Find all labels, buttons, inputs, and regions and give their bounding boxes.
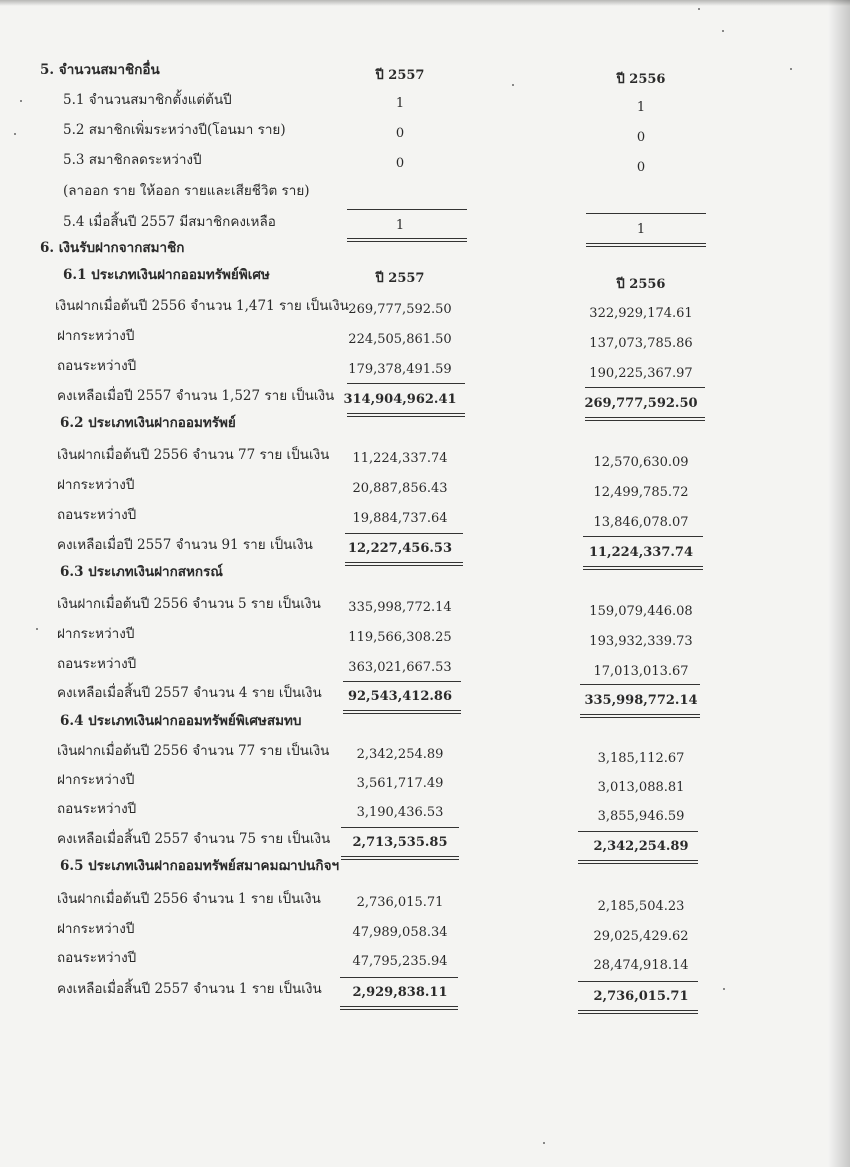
group-title: 6.5 ประเภทเงินฝากออมทรัพย์สมาคมฌาปนกิจฯ <box>60 858 340 874</box>
group-title: 6.3 ประเภทเงินฝากสหกรณ์ <box>60 564 223 580</box>
group-6-1-header <box>0 265 850 292</box>
row-value-b: 3,185,112.67 <box>597 751 685 766</box>
row-value-b: 159,079,446.08 <box>589 604 693 619</box>
group-6-5-double-rule-a <box>340 1006 458 1010</box>
row-label: คงเหลือเมื่อสิ้นปี 2557 จำนวน 75 ราย เป็นเงิน <box>57 831 331 847</box>
group-6-5-row-1 <box>0 889 850 913</box>
group-6-3-row-4 <box>0 683 850 707</box>
row-value-b: 1 <box>636 100 646 115</box>
row-label: ถอนระหว่างปี <box>57 358 137 374</box>
row-value-b: 3,013,088.81 <box>597 780 685 795</box>
scan-speck <box>14 133 16 135</box>
row-label: ถอนระหว่างปี <box>57 950 137 966</box>
row-value-b: 190,225,367.97 <box>589 366 693 381</box>
scan-speck <box>698 8 700 10</box>
row-value-a: 3,190,436.53 <box>356 805 444 820</box>
row-value-b: 1 <box>636 222 646 237</box>
group-6-3-row-3 <box>0 654 850 678</box>
section5-total-rule-a <box>347 209 467 210</box>
scan-speck <box>36 628 38 630</box>
row-value-b: 13,846,078.07 <box>593 515 689 530</box>
row-value-a: 3,561,717.49 <box>356 776 444 791</box>
row-label: 5.1 จำนวนสมาชิกตั้งแต่ต้นปี <box>63 92 232 108</box>
group-6-3-row-2 <box>0 624 850 648</box>
row-total-a: 92,543,412.86 <box>347 689 453 704</box>
row-total-b: 2,342,254.89 <box>593 839 689 854</box>
row-value-a: 224,505,861.50 <box>348 332 452 347</box>
section5-title: 5. จำนวนสมาชิกอื่น <box>40 62 160 78</box>
row-total-b: 269,777,592.50 <box>584 396 698 411</box>
row-label: 5.3 สมาชิกลดระหว่างปี <box>63 152 202 168</box>
scan-speck <box>723 988 725 990</box>
scan-speck <box>543 1142 545 1144</box>
row-value-a: 47,989,058.34 <box>352 925 448 940</box>
group-6-4-row-1 <box>0 741 850 765</box>
group-title: 6.4 ประเภทเงินฝากออมทรัพย์พิเศษสมทบ <box>60 713 302 729</box>
section5-year-b: ปี 2556 <box>616 72 666 87</box>
row-value-b: 193,932,339.73 <box>589 634 693 649</box>
row-label: เงินฝากเมื่อต้นปี 2556 จำนวน 1 ราย เป็นเงิน <box>57 891 321 907</box>
group-6-3-row-1 <box>0 594 850 618</box>
group-6-5-row-2 <box>0 919 850 943</box>
group-6-1-row-3 <box>0 356 850 380</box>
row-label: คงเหลือเมื่อสิ้นปี 2557 จำนวน 1 ราย เป็นเงิน <box>57 981 322 997</box>
section5-row-1 <box>0 90 850 114</box>
group-6-2-row-3 <box>0 505 850 529</box>
row-total-b: 11,224,337.74 <box>588 545 694 560</box>
section5-header-row <box>0 60 850 87</box>
row-value-a: 179,378,491.59 <box>348 362 452 377</box>
row-value-a: 1 <box>395 96 405 111</box>
row-value-a: 119,566,308.25 <box>348 630 452 645</box>
group-6-5-row-3 <box>0 948 850 972</box>
section5-row-5 <box>0 212 850 236</box>
group-title: 6.1 ประเภทเงินฝากออมทรัพย์พิเศษ <box>63 267 270 283</box>
group-6-2-row-1 <box>0 445 850 469</box>
scan-speck <box>20 100 22 102</box>
group-6-5-header <box>0 856 850 880</box>
group-6-5-double-rule-b <box>578 1010 698 1014</box>
row-total-a: 2,713,535.85 <box>352 835 448 850</box>
group-6-2-rule-a <box>345 533 463 534</box>
row-label: เงินฝากเมื่อต้นปี 2556 จำนวน 1,471 ราย เป็นเงิน <box>55 298 349 314</box>
group-6-1-row-1 <box>0 296 850 320</box>
row-label: คงเหลือเมื่อปี 2557 จำนวน 91 ราย เป็นเงิน <box>57 537 313 553</box>
row-value-b: 29,025,429.62 <box>593 929 689 944</box>
row-value-b: 3,855,946.59 <box>597 809 685 824</box>
scan-speck <box>512 84 514 86</box>
row-label: คงเหลือเมื่อปี 2557 จำนวน 1,527 ราย เป็นเงิน <box>57 388 335 404</box>
row-label: คงเหลือเมื่อสิ้นปี 2557 จำนวน 4 ราย เป็นเงิน <box>57 685 322 701</box>
group-6-2-row-2 <box>0 475 850 499</box>
group-6-2-header <box>0 413 850 437</box>
row-label: ฝากระหว่างปี <box>57 328 135 344</box>
year-b: ปี 2556 <box>616 277 666 292</box>
group-6-4-header <box>0 711 850 735</box>
row-total-a: 12,227,456.53 <box>347 541 453 556</box>
row-value-a: 1 <box>395 218 405 233</box>
group-6-1-row-4 <box>0 386 850 410</box>
section6-header-row <box>0 238 850 262</box>
scan-top-shadow <box>0 0 850 6</box>
row-value-a: 11,224,337.74 <box>352 451 448 466</box>
row-label: ถอนระหว่างปี <box>57 656 137 672</box>
scan-speck <box>790 68 792 70</box>
row-value-a: 2,342,254.89 <box>356 747 444 762</box>
row-value-a: 2,736,015.71 <box>356 895 444 910</box>
group-6-1-row-2 <box>0 326 850 350</box>
group-6-4-row-3 <box>0 799 850 823</box>
section6-title: 6. เงินรับฝากจากสมาชิก <box>40 240 185 256</box>
row-value-a: 0 <box>395 156 405 171</box>
row-value-b: 12,570,630.09 <box>593 455 689 470</box>
group-6-2-row-4 <box>0 535 850 559</box>
row-total-a: 2,929,838.11 <box>352 985 448 1000</box>
row-value-a: 269,777,592.50 <box>348 302 452 317</box>
row-value-a: 363,021,667.53 <box>348 660 452 675</box>
scan-speck <box>722 30 724 32</box>
row-value-b: 137,073,785.86 <box>589 336 693 351</box>
row-label: (ลาออก ราย ให้ออก รายและเสียชีวิต ราย) <box>63 183 310 199</box>
group-6-4-row-4 <box>0 829 850 853</box>
row-total-b: 2,736,015.71 <box>593 989 689 1004</box>
section5-year-a: ปี 2557 <box>375 68 425 83</box>
row-label: ฝากระหว่างปี <box>57 477 135 493</box>
row-label: เงินฝากเมื่อต้นปี 2556 จำนวน 77 ราย เป็นเงิน <box>57 447 330 463</box>
group-6-3-rule-a <box>343 681 461 682</box>
section5-row-2 <box>0 120 850 144</box>
row-value-b: 0 <box>636 130 646 145</box>
row-label: เงินฝากเมื่อต้นปี 2556 จำนวน 5 ราย เป็นเงิน <box>57 596 321 612</box>
row-value-a: 20,887,856.43 <box>352 481 448 496</box>
row-label: ฝากระหว่างปี <box>57 626 135 642</box>
year-a: ปี 2557 <box>375 271 425 286</box>
row-value-b: 17,013,013.67 <box>593 664 689 679</box>
row-label: เงินฝากเมื่อต้นปี 2556 จำนวน 77 ราย เป็นเงิน <box>57 743 330 759</box>
group-6-5-row-4 <box>0 979 850 1003</box>
row-value-a: 0 <box>395 126 405 141</box>
row-value-a: 335,998,772.14 <box>348 600 452 615</box>
row-value-b: 2,185,504.23 <box>597 899 685 914</box>
group-6-3-header <box>0 562 850 586</box>
row-value-b: 322,929,174.61 <box>589 306 693 321</box>
row-label: 5.2 สมาชิกเพิ่มระหว่างปี(โอนมา ราย) <box>63 122 286 138</box>
group-6-5-rule-a <box>340 977 458 978</box>
group-6-4-row-2 <box>0 770 850 794</box>
section5-row-3 <box>0 150 850 174</box>
section5-row-4 <box>0 181 850 205</box>
group-6-1-rule-a <box>347 383 465 384</box>
row-label: ถอนระหว่างปี <box>57 801 137 817</box>
group-6-4-rule-a <box>341 827 459 828</box>
row-total-b: 335,998,772.14 <box>584 693 698 708</box>
row-value-b: 12,499,785.72 <box>593 485 689 500</box>
row-label: ฝากระหว่างปี <box>57 921 135 937</box>
group-title: 6.2 ประเภทเงินฝากออมทรัพย์ <box>60 415 236 431</box>
row-label: ถอนระหว่างปี <box>57 507 137 523</box>
row-value-a: 47,795,235.94 <box>352 954 448 969</box>
row-value-b: 28,474,918.14 <box>593 958 689 973</box>
row-value-b: 0 <box>636 160 646 175</box>
row-value-a: 19,884,737.64 <box>352 511 448 526</box>
row-label: ฝากระหว่างปี <box>57 772 135 788</box>
row-total-a: 314,904,962.41 <box>343 392 457 407</box>
row-label: 5.4 เมื่อสิ้นปี 2557 มีสมาชิกคงเหลือ <box>63 214 276 230</box>
